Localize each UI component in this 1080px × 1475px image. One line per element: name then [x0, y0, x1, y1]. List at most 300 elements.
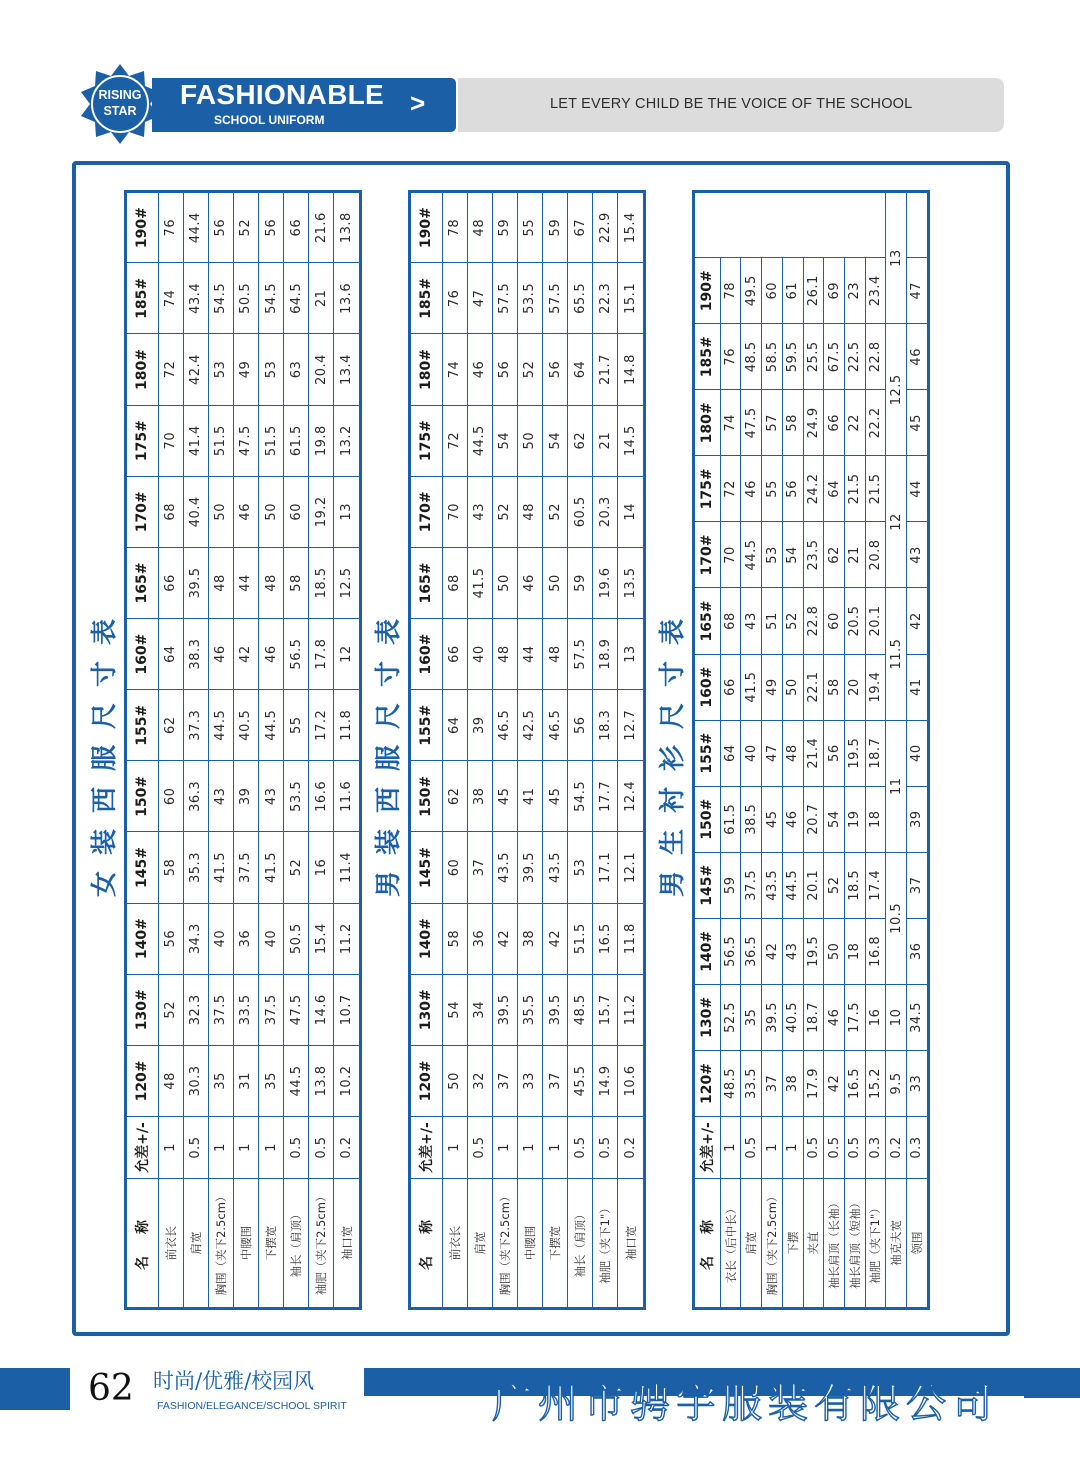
- table-row: [158, 192, 183, 1309]
- size-cell: 56: [543, 334, 568, 405]
- header-size: 145#: [126, 832, 159, 903]
- size-cell: 74: [442, 334, 467, 405]
- size-cell: 35: [208, 1045, 233, 1116]
- size-cell: 56: [208, 192, 233, 263]
- size-cell: 46.5: [543, 690, 568, 761]
- footer-cn-slogan: 时尚/优雅/校园风: [153, 1369, 315, 1393]
- header-size: 170#: [410, 476, 443, 547]
- size-cell: 34.3: [183, 903, 208, 974]
- size-cell: 56.5: [720, 918, 741, 984]
- size-cell: 15.4: [309, 903, 334, 974]
- size-cell: 64: [720, 720, 741, 786]
- size-cell: 42.4: [183, 334, 208, 405]
- size-cell: 12.4: [618, 761, 645, 832]
- size-cell: 38: [782, 1050, 803, 1116]
- size-cell: 43: [906, 522, 928, 588]
- row-name: 夹直: [803, 1179, 824, 1309]
- size-cell: 24.9: [803, 390, 824, 456]
- size-cell: 48: [158, 1045, 183, 1116]
- size-cell: 40.5: [233, 690, 258, 761]
- row-tolerance: 0.3: [906, 1117, 928, 1179]
- size-table: [124, 190, 362, 1310]
- header-size: 190#: [126, 192, 159, 263]
- size-cell: 35: [741, 984, 762, 1050]
- size-cell: 54: [782, 522, 803, 588]
- size-cell: 32: [467, 1045, 492, 1116]
- size-cell: 70: [158, 405, 183, 476]
- footer-en-slogan: FASHION/ELEGANCE/SCHOOL SPIRIT: [157, 1400, 347, 1412]
- size-cell: 76: [720, 324, 741, 390]
- header-size: 120#: [126, 1045, 159, 1116]
- row-name: 衣长（后中长）: [720, 1179, 741, 1309]
- size-cell: 10.2: [334, 1045, 361, 1116]
- size-cell: 38: [517, 903, 542, 974]
- size-cell: 14.5: [618, 405, 645, 476]
- size-cell: 51.5: [208, 405, 233, 476]
- row-tolerance: 0.5: [568, 1117, 593, 1179]
- size-cell: 42.5: [517, 690, 542, 761]
- size-cell: 66: [158, 547, 183, 618]
- size-cell: 15.4: [618, 192, 645, 263]
- header-size: 190#: [694, 258, 721, 324]
- size-cell: 58.5: [762, 324, 783, 390]
- row-tolerance: 1: [720, 1117, 741, 1179]
- size-cell: 35: [259, 1045, 284, 1116]
- size-cell: 20.8: [865, 522, 886, 588]
- size-cell: 17.7: [593, 761, 618, 832]
- size-cell: 25.5: [803, 324, 824, 390]
- header-size: 170#: [694, 522, 721, 588]
- size-cell: 11.8: [334, 690, 361, 761]
- size-cell: 37: [492, 1045, 517, 1116]
- size-cell: 38: [467, 761, 492, 832]
- size-cell: 52: [543, 476, 568, 547]
- size-cell: 41.5: [259, 832, 284, 903]
- size-cell: 44.5: [741, 522, 762, 588]
- size-cell: 19.4: [865, 654, 886, 720]
- table-header-row: [410, 192, 443, 1309]
- size-cell: 50: [442, 1045, 467, 1116]
- size-cell: 19.6: [593, 547, 618, 618]
- size-cell: 11.8: [618, 903, 645, 974]
- size-cell: 19.5: [844, 720, 865, 786]
- size-cell: 70: [442, 476, 467, 547]
- size-cell: 16: [865, 984, 886, 1050]
- size-table-3: [654, 190, 930, 1310]
- size-cell: 17.2: [309, 690, 334, 761]
- size-cell: 50: [492, 547, 517, 618]
- size-cell: 52: [782, 588, 803, 654]
- size-cell: 13.2: [334, 405, 361, 476]
- size-cell: 60: [158, 761, 183, 832]
- header-size: 145#: [694, 852, 721, 918]
- size-cell: 11.2: [618, 974, 645, 1045]
- size-cell: 39: [467, 690, 492, 761]
- size-cell: 41: [906, 654, 928, 720]
- size-cell: 50.5: [233, 263, 258, 334]
- size-cell: 21.5: [865, 456, 886, 522]
- size-cell: 60.5: [568, 476, 593, 547]
- table-header-row: [694, 192, 721, 1309]
- size-cell: 42: [824, 1050, 845, 1116]
- size-cell: 43: [259, 761, 284, 832]
- logo-line-2: STAR: [103, 104, 137, 118]
- size-cell: 50: [208, 476, 233, 547]
- size-cell: 46: [208, 619, 233, 690]
- header-size: 165#: [126, 547, 159, 618]
- size-cell: 21: [844, 522, 865, 588]
- row-name: 袖长肩顶（长袖）: [824, 1179, 845, 1309]
- size-cell: 14.6: [309, 974, 334, 1045]
- size-cell: 40: [259, 903, 284, 974]
- size-cell: 47.5: [233, 405, 258, 476]
- size-cell: 41.5: [208, 832, 233, 903]
- size-cell: 62: [568, 405, 593, 476]
- row-name: 前衣长: [442, 1179, 467, 1309]
- size-cell: 22.1: [803, 654, 824, 720]
- size-cell: 47.5: [284, 974, 309, 1045]
- size-cell: 65.5: [568, 263, 593, 334]
- size-cell: 17.4: [865, 852, 886, 918]
- table-row: [886, 192, 907, 1309]
- row-tolerance: 1: [233, 1117, 258, 1179]
- size-cell: 43: [467, 476, 492, 547]
- size-cell: 64: [824, 456, 845, 522]
- logo-line-1: RISING: [98, 88, 142, 102]
- size-cell: 11.4: [334, 832, 361, 903]
- table-row: [824, 192, 845, 1309]
- size-cell-merged: 11.5: [886, 588, 907, 720]
- table-row: [492, 192, 517, 1309]
- size-cell: 64: [442, 690, 467, 761]
- size-cell: 39.5: [183, 547, 208, 618]
- size-cell: 50: [517, 405, 542, 476]
- table-row: [568, 192, 593, 1309]
- size-cell: 22.9: [593, 192, 618, 263]
- size-table: [692, 190, 930, 1310]
- size-cell: 52: [284, 832, 309, 903]
- size-cell: 76: [442, 263, 467, 334]
- header-size: 175#: [126, 405, 159, 476]
- size-cell-merged: 12.5: [886, 324, 907, 456]
- size-cell: 55: [284, 690, 309, 761]
- size-cell: 54.5: [568, 761, 593, 832]
- company-name-text: 广州市骋宇服装有限公司: [492, 1381, 998, 1427]
- size-cell: 41.5: [467, 547, 492, 618]
- size-cell: 47: [467, 263, 492, 334]
- size-cell: 19: [844, 786, 865, 852]
- size-cell: 53: [208, 334, 233, 405]
- row-name: 袖长（肩顶）: [568, 1179, 593, 1309]
- size-cell: 18.3: [593, 690, 618, 761]
- size-cell-merged: 12: [886, 456, 907, 588]
- size-cell: 40: [208, 903, 233, 974]
- size-cell: 56.5: [284, 619, 309, 690]
- size-cell: 50.5: [284, 903, 309, 974]
- row-tolerance: 1: [158, 1117, 183, 1179]
- header-size: 120#: [694, 1050, 721, 1116]
- row-name: 胸围（夹下2.5cm）: [762, 1179, 783, 1309]
- size-cell: 37: [906, 852, 928, 918]
- header-size: 175#: [410, 405, 443, 476]
- size-cell: 53: [259, 334, 284, 405]
- row-tolerance: 1: [543, 1117, 568, 1179]
- size-cell: 50: [259, 476, 284, 547]
- row-tolerance: 1: [492, 1117, 517, 1179]
- table-row: [309, 192, 334, 1309]
- size-cell: 72: [158, 334, 183, 405]
- header-size: 170#: [126, 476, 159, 547]
- table-row: [517, 192, 542, 1309]
- size-cell: 19.8: [309, 405, 334, 476]
- size-cell: 62: [158, 690, 183, 761]
- size-cell: 17.9: [803, 1050, 824, 1116]
- row-name: 袖肥（夹下1"）: [593, 1179, 618, 1309]
- row-name: 下摆宽: [543, 1179, 568, 1309]
- size-cell: 52: [517, 334, 542, 405]
- size-cell: 58: [442, 903, 467, 974]
- size-cell: 24.2: [803, 456, 824, 522]
- size-cell: 37.5: [233, 832, 258, 903]
- size-cell: 39.5: [543, 974, 568, 1045]
- size-cell: 72: [442, 405, 467, 476]
- table-row: [334, 192, 361, 1309]
- size-cell: 37.5: [208, 974, 233, 1045]
- size-cell: 53: [762, 522, 783, 588]
- header-tolerance: 允差+/-: [694, 1117, 721, 1179]
- size-cell: 52: [492, 476, 517, 547]
- size-cell: 19.5: [803, 918, 824, 984]
- size-cell: 17.5: [844, 984, 865, 1050]
- row-tolerance: 1: [442, 1117, 467, 1179]
- size-cell: 40: [741, 720, 762, 786]
- size-cell: 48: [467, 192, 492, 263]
- size-cell-merged: 10.5: [886, 852, 907, 984]
- row-tolerance: 0.5: [741, 1117, 762, 1179]
- size-cell: 44.5: [782, 852, 803, 918]
- size-cell: 45: [543, 761, 568, 832]
- header-size: 150#: [410, 761, 443, 832]
- size-cell: 57: [762, 390, 783, 456]
- row-name: 中腰围: [233, 1179, 258, 1309]
- size-cell: 18.5: [844, 852, 865, 918]
- size-cell: 58: [782, 390, 803, 456]
- size-cell: 59: [543, 192, 568, 263]
- size-cell: 53.5: [284, 761, 309, 832]
- size-cell: 33: [906, 1050, 928, 1116]
- size-cell: 66: [442, 619, 467, 690]
- table-row: [442, 192, 467, 1309]
- size-cell: 18: [844, 918, 865, 984]
- size-cell: 26.1: [803, 258, 824, 324]
- table-title: 男生衬衫尺寸表: [658, 603, 688, 898]
- size-cell: 64.5: [284, 263, 309, 334]
- size-cell: 20.1: [865, 588, 886, 654]
- header-name: 名 称: [126, 1179, 159, 1309]
- size-cell: 46: [233, 476, 258, 547]
- size-cell: 53: [568, 832, 593, 903]
- size-cell: 17.8: [309, 619, 334, 690]
- size-cell: 48: [782, 720, 803, 786]
- size-cell: 19.2: [309, 476, 334, 547]
- size-cell: 13.6: [334, 263, 361, 334]
- size-cell: 58: [158, 832, 183, 903]
- logo-text: [78, 87, 162, 119]
- size-cell: 20.4: [309, 334, 334, 405]
- header-size: 155#: [694, 720, 721, 786]
- size-cell: 20.1: [803, 852, 824, 918]
- row-name: 袖长肩顶（短袖）: [844, 1179, 865, 1309]
- size-cell: 22.8: [803, 588, 824, 654]
- size-cell-merged: 11: [886, 720, 907, 852]
- size-cell: 50: [543, 547, 568, 618]
- size-cell: 49.5: [741, 258, 762, 324]
- size-cell: 44.5: [259, 690, 284, 761]
- size-cell: 37: [543, 1045, 568, 1116]
- size-cell: 51.5: [259, 405, 284, 476]
- size-cell: 48.5: [720, 1050, 741, 1116]
- row-name: 袖长（肩顶）: [284, 1179, 309, 1309]
- size-cell: 13.5: [618, 547, 645, 618]
- size-cell: 39: [906, 786, 928, 852]
- header-size: 160#: [410, 619, 443, 690]
- header-name: 名 称: [410, 1179, 443, 1309]
- size-cell: 20.5: [844, 588, 865, 654]
- size-cell: 46.5: [492, 690, 517, 761]
- size-cell: 54.5: [208, 263, 233, 334]
- size-cell: 22.3: [593, 263, 618, 334]
- header-size: 140#: [126, 903, 159, 974]
- size-cell: 46: [517, 547, 542, 618]
- header-size: 145#: [410, 832, 443, 903]
- row-tolerance: 1: [782, 1117, 803, 1179]
- header-tolerance: 允差+/-: [410, 1117, 443, 1179]
- row-tolerance: 0.2: [334, 1117, 361, 1179]
- size-cell: 33: [517, 1045, 542, 1116]
- row-name: 肩宽: [183, 1179, 208, 1309]
- size-cell: 54: [543, 405, 568, 476]
- row-name: 胸围（夹下2.5cm）: [492, 1179, 517, 1309]
- size-cell: 46: [782, 786, 803, 852]
- size-cell: 48.5: [741, 324, 762, 390]
- row-name: 下摆: [782, 1179, 803, 1309]
- brand-bar: [152, 78, 456, 132]
- size-cell: 41.5: [741, 654, 762, 720]
- row-name: 胸围（夹下2.5cm）: [208, 1179, 233, 1309]
- header-size: 165#: [694, 588, 721, 654]
- size-cell: 48: [543, 619, 568, 690]
- row-name: 肩宽: [741, 1179, 762, 1309]
- size-cell: 40: [467, 619, 492, 690]
- table-title: 女装西服尺寸表: [90, 603, 120, 898]
- size-cell: 16.5: [844, 1050, 865, 1116]
- size-cell: 70: [720, 522, 741, 588]
- size-cell: 44.5: [208, 690, 233, 761]
- size-cell: 60: [284, 476, 309, 547]
- size-cell: 74: [720, 390, 741, 456]
- size-cell: 32.3: [183, 974, 208, 1045]
- size-cell: 18.7: [803, 984, 824, 1050]
- size-cell: 21: [309, 263, 334, 334]
- size-cell: 69: [824, 258, 845, 324]
- size-cell: 39.5: [762, 984, 783, 1050]
- size-cell: 78: [442, 192, 467, 263]
- row-name: 袖口宽: [618, 1179, 645, 1309]
- size-cell: 36: [233, 903, 258, 974]
- size-cell: 56: [782, 456, 803, 522]
- header-size: 180#: [410, 334, 443, 405]
- size-cell: 22.5: [844, 324, 865, 390]
- size-cell: 40.4: [183, 476, 208, 547]
- size-cell: 21.7: [593, 334, 618, 405]
- size-cell: 33.5: [741, 1050, 762, 1116]
- size-cell: 61.5: [720, 786, 741, 852]
- size-cell: 49: [233, 334, 258, 405]
- size-cell: 34.5: [906, 984, 928, 1050]
- size-cell: 21.6: [309, 192, 334, 263]
- size-cell: 18: [865, 786, 886, 852]
- size-cell: 22.2: [865, 390, 886, 456]
- size-cell: 40: [906, 720, 928, 786]
- row-tolerance: 1: [259, 1117, 284, 1179]
- size-cell: 39.5: [492, 974, 517, 1045]
- company-name: [492, 1380, 1052, 1475]
- size-cell: 60: [824, 588, 845, 654]
- size-cell: 11.2: [334, 903, 361, 974]
- size-cell: 54: [824, 786, 845, 852]
- table-row: [618, 192, 645, 1309]
- size-cell: 22.8: [865, 324, 886, 390]
- rising-star-logo: [78, 62, 162, 146]
- size-cell: 14.9: [593, 1045, 618, 1116]
- size-cell: 40.5: [782, 984, 803, 1050]
- size-cell: 43.5: [543, 832, 568, 903]
- header-size: 150#: [126, 761, 159, 832]
- chevron-right-icon: >: [410, 88, 426, 118]
- header-slogan: LET EVERY CHILD BE THE VOICE OF THE SCHOOL: [550, 96, 913, 112]
- size-cell: 16.6: [309, 761, 334, 832]
- size-cell: 37: [762, 1050, 783, 1116]
- header-tolerance: 允差+/-: [126, 1117, 159, 1179]
- size-cell: 45: [906, 390, 928, 456]
- size-cell: 48.5: [568, 974, 593, 1045]
- size-cell: 47: [906, 258, 928, 324]
- size-cell: 68: [158, 476, 183, 547]
- row-tolerance: 0.5: [803, 1117, 824, 1179]
- size-cell: 48: [259, 547, 284, 618]
- size-cell: 59: [568, 547, 593, 618]
- size-cell: 39: [233, 761, 258, 832]
- table-row: [183, 192, 208, 1309]
- size-cell: 45.5: [568, 1045, 593, 1116]
- size-cell: 59: [492, 192, 517, 263]
- size-cell: 58: [284, 547, 309, 618]
- size-cell: 56: [492, 334, 517, 405]
- size-cell: 52.5: [720, 984, 741, 1050]
- size-cell: 11.6: [334, 761, 361, 832]
- size-cell: 20: [844, 654, 865, 720]
- size-cell: 35.5: [517, 974, 542, 1045]
- size-cell: 72: [720, 456, 741, 522]
- table-row: [741, 192, 762, 1309]
- table-row: [762, 192, 783, 1309]
- row-tolerance: 1: [762, 1117, 783, 1179]
- size-cell: 39.5: [517, 832, 542, 903]
- size-cell: 31: [233, 1045, 258, 1116]
- size-cell: 42: [543, 903, 568, 974]
- header-size: 130#: [410, 974, 443, 1045]
- size-cell: 13: [618, 619, 645, 690]
